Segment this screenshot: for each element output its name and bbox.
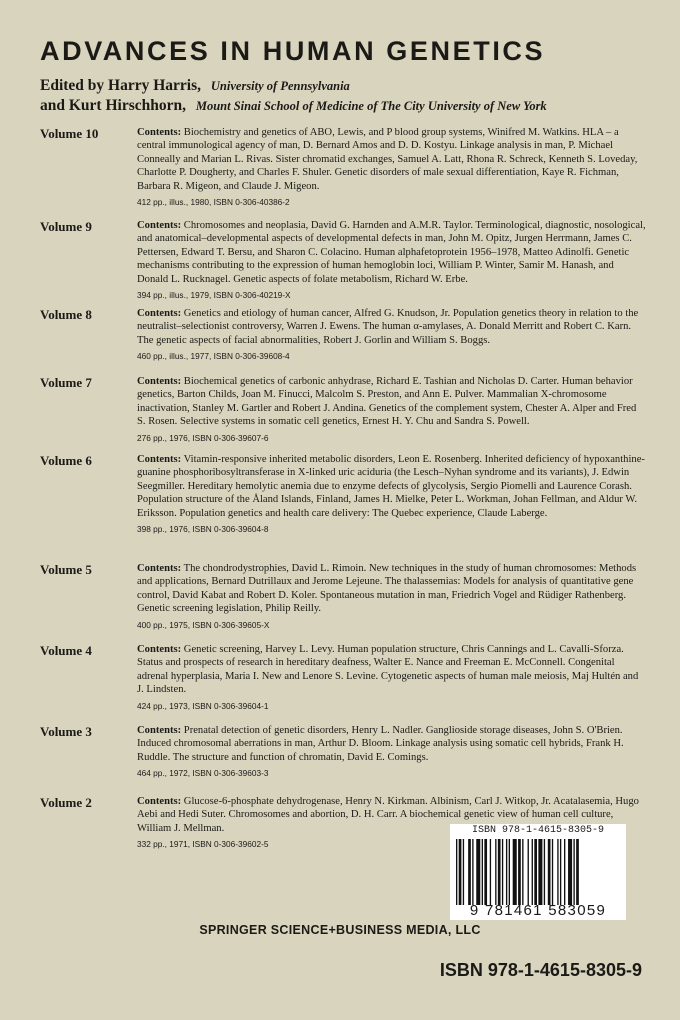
- volume-label: Volume 8: [40, 307, 92, 322]
- barcode-bar: [459, 839, 462, 905]
- barcode-bar: [518, 839, 521, 905]
- barcode-isbn-text: ISBN 978-1-4615-8305-9: [471, 825, 605, 836]
- volume-label: Volume 3: [40, 724, 92, 739]
- publication-info: 412 pp., illus., 1980, ISBN 0-306-40386-2: [137, 197, 290, 208]
- publication-info: 400 pp., 1975, ISBN 0-306-39605-X: [137, 619, 270, 630]
- volume-entry: [40, 375, 646, 445]
- publication-info: 424 pp., 1973, ISBN 0-306-39604-1: [137, 700, 269, 711]
- contents-label: Contents:: [137, 220, 182, 231]
- barcode-bar: [522, 839, 523, 905]
- volume-label: Volume 5: [40, 562, 92, 577]
- book-series-title: ADVANCES IN HUMAN GENETICS: [40, 36, 546, 66]
- barcode-bar: [484, 839, 487, 905]
- barcode-digits: 9 781461 583059: [469, 902, 607, 919]
- barcode-bar: [573, 839, 574, 905]
- publication-info: 464 pp., 1972, ISBN 0-306-39603-3: [137, 768, 269, 779]
- contents-label: Contents:: [137, 308, 182, 319]
- barcode-bar: [468, 839, 471, 905]
- volume-label: Volume 4: [40, 643, 92, 658]
- barcode-bar: [564, 839, 565, 905]
- barcode-bar: [502, 839, 503, 905]
- volume-entry: [40, 643, 646, 713]
- volume-label: Volume 9: [40, 219, 92, 234]
- contents-text: Biochemistry and genetics of ABO, Lewis, and P blood group systems, Winifred M. Watkins. HLA – a central immunological agency of man, D. Bernard Amos and D. D. Kostyu. Linkage analysis in man, P. Michael Conneally and Marian L. Rivas. Sister chromatid exchanges, Samuel A. Latt, Rhona R. Schreck, Kenneth S. Loveday, Charlotte P. Dougherty, and Charles F. Shuler. Genetic disorders of male sexual differentiation, Kaye R. Fichman, Barbara R. Migeon, and Claude J. Migeon.: [137, 127, 638, 192]
- barcode-bar: [552, 839, 553, 905]
- barcode-bar: [498, 839, 501, 905]
- publication-info: 394 pp., illus., 1979, ISBN 0-306-40219-X: [137, 290, 291, 301]
- publication-info: 332 pp., 1971, ISBN 0-306-39602-5: [137, 839, 269, 850]
- volume-contents: [137, 724, 646, 781]
- contents-text: Glucose-6-phosphate dehydrogenase, Henry N. Kirkman. Albinism, Carl J. Witkop, Jr. Acatalasemia, Hugo Aebi and Hedi Suter. Chromosomes and abortion, D. H. Carr. A biochemical genetic view of human cell culture, William J. Mellman.: [137, 796, 639, 834]
- contents-label: Contents:: [137, 644, 182, 655]
- volume-label: Volume 6: [40, 453, 92, 468]
- editor-name: and Kurt Hirschhorn,: [40, 97, 186, 114]
- barcode-bar: [560, 839, 561, 905]
- contents-label: Contents:: [137, 796, 182, 807]
- barcode-bar: [472, 839, 473, 905]
- contents-text: Genetic screening, Harvey L. Levy. Human population structure, Chris Cannings and L. Cavalli-Sforza. Status and prospects of research in hereditary deafness, Walter E. Nance and Freeman E. McConnell. Congenital adrenal hyperplasia, Maria I. New and Lenore S. Levine. Cytogenetic aspects of human male meiosis, Maj Hultén and J. Lindsten.: [137, 644, 639, 696]
- editor-affiliation: Mount Sinai School of Medicine of The City University of New York: [195, 99, 547, 113]
- volume-contents: [137, 375, 646, 445]
- volume-contents: [137, 126, 646, 209]
- contents-label: Contents:: [137, 725, 182, 736]
- contents-label: Contents:: [137, 376, 182, 387]
- contents-text: Chromosomes and neoplasia, David G. Harnden and A.M.R. Taylor. Terminological, diagnostic, nosological, and anatomical–developmental aspects of developmental defects in man, John M. Opitz, Jurgen Herrmann, James C. Pettersen, Edward T. Bersu, and Sharon C. Colacino. Human alphafetoprotein 1956–1978, Matteo Adinolfi. Genetic mechanisms contributing to the expression of human hemoglobin loci, William P. Winter, Samir M. Hanash, and Donald L. Rucknagel. Genetic aspects of folate metabolism, Richard W. Erbe.: [137, 220, 646, 285]
- barcode-bar: [544, 839, 545, 905]
- volume-label: Volume 2: [40, 795, 92, 810]
- barcode-bar: [490, 839, 491, 905]
- volume-entry: [40, 453, 646, 536]
- volume-entry: [40, 307, 646, 364]
- barcode-bar: [557, 839, 558, 905]
- contents-label: Contents:: [137, 563, 182, 574]
- barcode-bar: [495, 839, 496, 905]
- volume-label: Volume 10: [40, 126, 99, 141]
- publisher-name: SPRINGER SCIENCE+BUSINESS MEDIA, LLC: [199, 923, 481, 937]
- contents-text: Biochemical genetics of carbonic anhydrase, Richard E. Tashian and Nicholas D. Carter. Human behavior genetics, Barton Childs, Joan M. Finucci, Malcolm S. Preston, and Ann E. Pulver. Mammalian X-chromosome inactivation, Stanley M. Gartler and Robert J. Andina. Genetics of the complement system, Chester A. Alper and Fred S. Rosen. Selective systems in somatic cell genetics, Ernest H. Y. Chu and Sandra S. Powell.: [137, 376, 637, 428]
- publication-info: 276 pp., 1976, ISBN 0-306-39607-6: [137, 432, 269, 443]
- barcode-bars: [456, 839, 620, 905]
- volume-entry: [40, 126, 646, 209]
- editor-line-2: [40, 97, 547, 115]
- volume-label: Volume 7: [40, 375, 92, 390]
- barcode-bar: [506, 839, 507, 905]
- contents-text: Prenatal detection of genetic disorders, Henry L. Nadler. Ganglioside storage diseases, John S. O'Brien. Induced chromosomal aberrations in man, Arthur D. Bloom. Linkage analysis using somatic cell hybrids, Frank H. Ruddle. The structure and function of chromatin, David E. Comings.: [137, 725, 624, 763]
- barcode-bar: [538, 839, 542, 905]
- barcode-bar: [476, 839, 480, 905]
- barcode-bar: [463, 839, 464, 905]
- barcode-bar: [532, 839, 533, 905]
- barcode-bar: [528, 839, 529, 905]
- publication-info: 398 pp., 1976, ISBN 0-306-39604-8: [137, 524, 269, 535]
- barcode-bar: [513, 839, 517, 905]
- barcode-bar: [568, 839, 572, 905]
- volume-contents: [137, 643, 646, 713]
- editor-name: Edited by Harry Harris,: [40, 77, 202, 94]
- isbn-barcode: [450, 824, 626, 920]
- barcode-bar: [456, 839, 457, 905]
- volume-contents: [137, 562, 646, 632]
- isbn-number: ISBN 978-1-4615-8305-9: [439, 960, 642, 980]
- volume-entry: [40, 724, 646, 781]
- contents-text: The chondrodystrophies, David L. Rimoin. New techniques in the study of human chromosomes: Methods and applications, Bernard Dutrillaux and Jerome Lejeune. The thalassemias: Models for analysis of quantitative gene control, David Kabat and Robert D. Koler. Spontaneous mutation in man, Friedrich Vogel and Rüdiger Rathenberg. Genetic screening legislation, Philip Reilly.: [137, 563, 637, 615]
- publication-info: 460 pp., illus., 1977, ISBN 0-306-39608-4: [137, 351, 290, 362]
- volume-contents: [137, 219, 646, 302]
- barcode-bar: [534, 839, 537, 905]
- contents-text: Genetics and etiology of human cancer, Alfred G. Knudson, Jr. Population genetics theory in relation to the neutralist–selectionist controversy, Warren J. Ewens. The human α-amylases, A. Donald Merritt and Robert C. Karn. The genetic aspects of facial abnormalities, Robert J. Gorlin and William S. Boggs.: [137, 308, 639, 346]
- contents-label: Contents:: [137, 454, 182, 465]
- barcode-bar: [576, 839, 579, 905]
- barcode-bar: [482, 839, 483, 905]
- volume-entry: [40, 219, 646, 302]
- editor-affiliation: University of Pennsylvania: [210, 79, 350, 93]
- barcode-bar: [509, 839, 510, 905]
- editor-line-1: [40, 77, 350, 95]
- volume-entry: [40, 562, 646, 632]
- volume-contents: [137, 307, 646, 364]
- volume-contents: [137, 453, 646, 536]
- contents-label: Contents:: [137, 127, 182, 138]
- barcode-bar: [548, 839, 551, 905]
- contents-text: Vitamin-responsive inherited metabolic disorders, Leon E. Rosenberg. Inherited deficiency of hypoxanthine-guanine phosphoribosyltransferase in X-linked uric aciduria (the Lesch–Nyhan syndrome and its variants), J. Edwin Seegmiller. Hereditary hemolytic anemia due to enzyme defects of glycolysis, Sergio Piomelli and Laurence Corash. Population structure of the Åland Islands, Finland, James H. Mielke, Peter L. Workman, Johan Fellman, and Aldur W. Eriksson. Population genetics and health care delivery: The Quebec experience, Claude Laberge.: [137, 454, 645, 519]
